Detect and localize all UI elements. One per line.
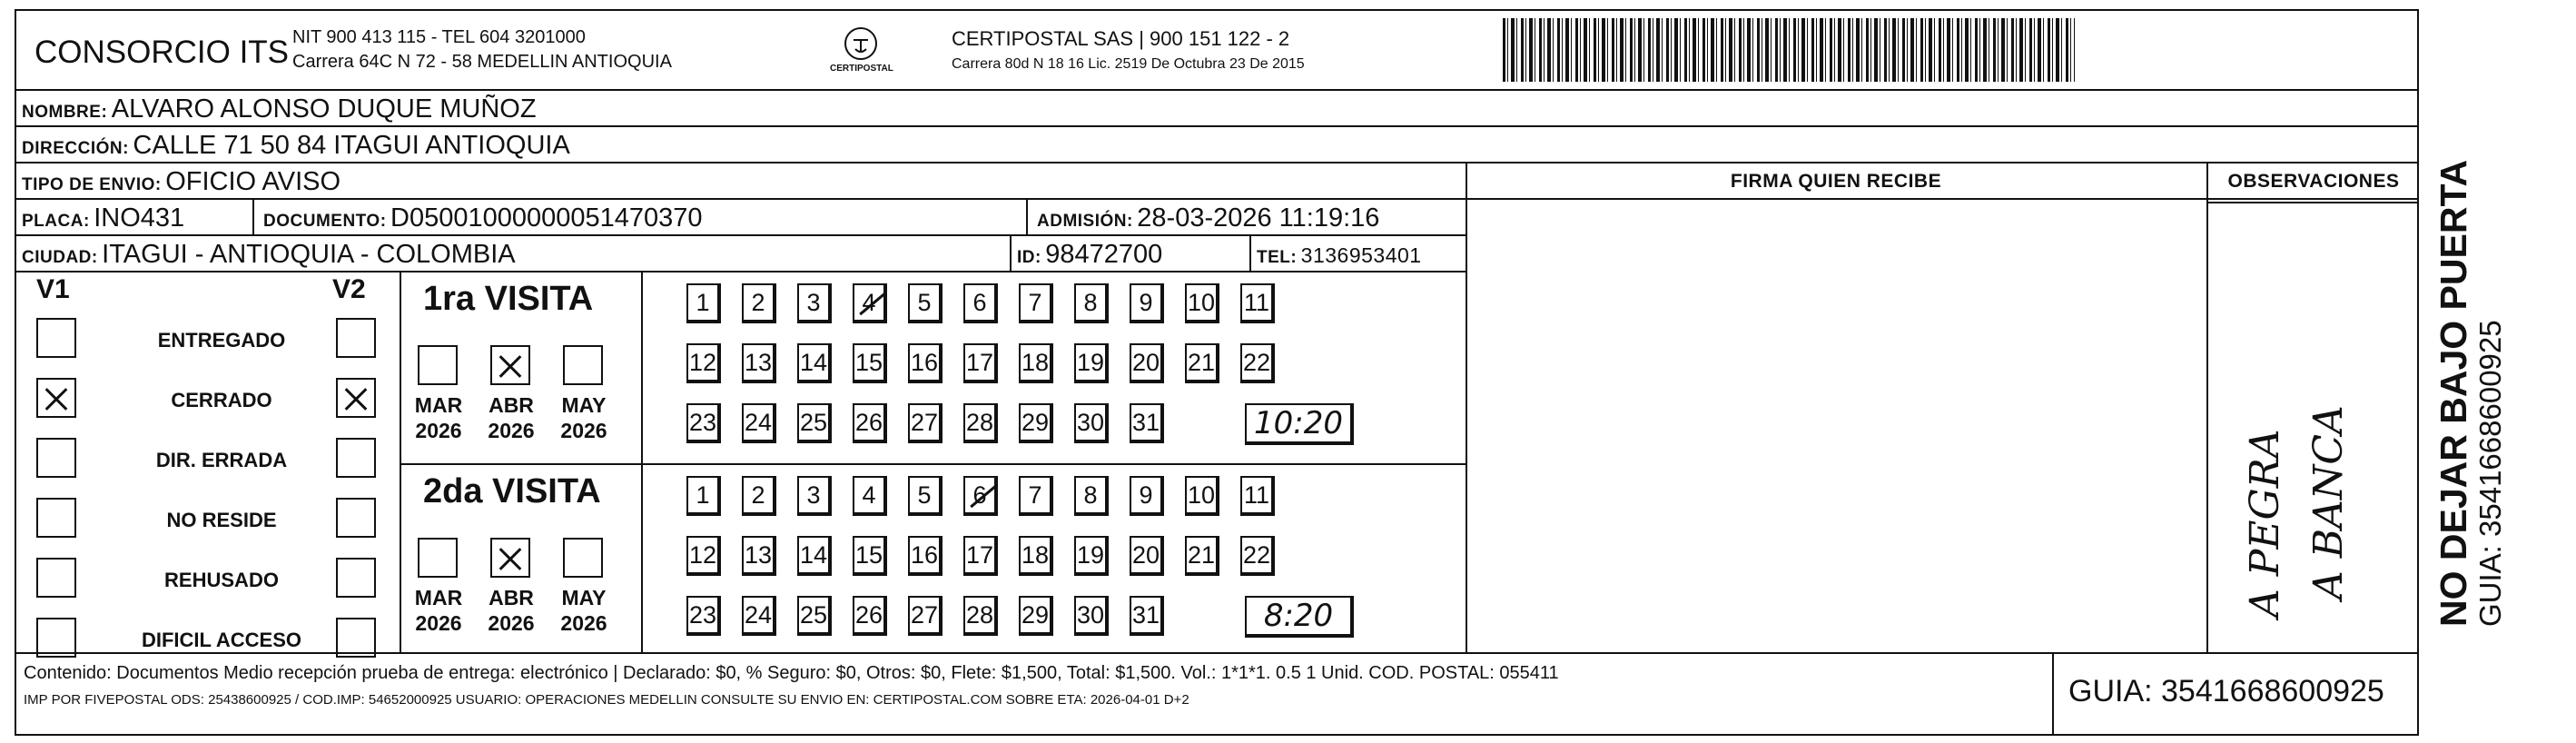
company-name: CONSORCIO ITS xyxy=(35,35,290,70)
month-checkbox[interactable] xyxy=(418,538,458,578)
status-label: NO RESIDE xyxy=(166,509,277,531)
day-box[interactable]: 18 xyxy=(1019,343,1053,383)
month-checkbox[interactable] xyxy=(418,345,458,385)
rule xyxy=(2206,202,2419,203)
status-v2-checkbox[interactable] xyxy=(336,438,376,478)
observaciones-header: OBSERVACIONES xyxy=(2227,171,2400,192)
admision-value: 28-03-2026 11:19:16 xyxy=(1137,203,1380,233)
tipo-row xyxy=(22,167,341,197)
month-name: MAR xyxy=(414,393,463,417)
day-box[interactable]: 4 xyxy=(853,283,887,323)
v2-header: V2 xyxy=(332,274,366,304)
day-box[interactable]: 4 xyxy=(853,476,887,516)
day-box[interactable]: 9 xyxy=(1130,283,1164,323)
tel-row xyxy=(1257,243,1422,268)
visit-title: 1ra VISITA xyxy=(423,280,594,318)
visit-time[interactable]: 8:20 xyxy=(1245,596,1354,638)
status-label: ENTREGADO xyxy=(157,329,286,352)
day-box[interactable]: 10 xyxy=(1185,283,1219,323)
rule xyxy=(641,271,643,652)
month-year: 2026 xyxy=(488,419,535,442)
day-box[interactable]: 24 xyxy=(742,403,776,443)
day-box[interactable]: 13 xyxy=(742,536,776,576)
company-line2: Carrera 64C N 72 - 58 MEDELLIN ANTIOQUIA xyxy=(292,52,672,72)
placa-value: INO431 xyxy=(94,203,185,233)
day-box[interactable]: 28 xyxy=(963,596,998,636)
day-box[interactable]: 12 xyxy=(686,536,721,576)
footer-guia: GUIA: 3541668600925 xyxy=(2068,674,2384,708)
side-text xyxy=(2433,160,2508,627)
rule xyxy=(400,271,401,652)
day-box[interactable]: 6 xyxy=(963,283,998,323)
rule xyxy=(15,198,2419,200)
month-name: MAY xyxy=(561,393,607,417)
day-box[interactable]: 16 xyxy=(908,343,943,383)
documento-row xyxy=(263,203,703,233)
admision-label: ADMISIÓN: xyxy=(1037,212,1133,231)
day-box[interactable]: 11 xyxy=(1240,476,1275,516)
day-box[interactable]: 14 xyxy=(797,536,832,576)
month-label xyxy=(479,392,543,443)
company-line1: NIT 900 413 115 - TEL 604 3201000 xyxy=(292,27,586,47)
day-box[interactable]: 15 xyxy=(853,536,887,576)
month-year: 2026 xyxy=(488,611,535,635)
footer-line2: IMP POR FIVEPOSTAL ODS: 25438600925 / COD.IMP: 54652000925 USUARIO: OPERACIONES MEDELLIN CONSULTE SU ENVIO EN: CERTIPOSTAL.COM SOBRE ETA: 2026-04-01 D+2 xyxy=(24,692,1189,708)
day-box[interactable]: 14 xyxy=(797,343,832,383)
rule xyxy=(1466,162,1467,652)
day-box[interactable]: 11 xyxy=(1240,283,1275,323)
day-box[interactable]: 2 xyxy=(742,283,776,323)
day-box[interactable]: 29 xyxy=(1019,403,1053,443)
month-year: 2026 xyxy=(560,419,607,442)
day-box[interactable]: 15 xyxy=(853,343,887,383)
day-box[interactable]: 19 xyxy=(1074,536,1109,576)
id-row xyxy=(1017,240,1162,270)
day-box[interactable]: 17 xyxy=(963,536,998,576)
tel-label: TEL: xyxy=(1257,248,1298,267)
direccion-label: DIRECCIÓN: xyxy=(22,139,129,158)
status-label: REHUSADO xyxy=(164,569,279,591)
tipo-value: OFICIO AVISO xyxy=(165,167,341,196)
day-box[interactable]: 25 xyxy=(797,403,832,443)
rule xyxy=(15,162,2419,163)
month-label xyxy=(552,585,616,636)
status-v1-checkbox[interactable] xyxy=(36,318,76,358)
rule xyxy=(1010,234,1012,271)
day-box[interactable]: 7 xyxy=(1019,283,1053,323)
status-v1-checkbox[interactable] xyxy=(36,558,76,598)
carrier-line2: Carrera 80d N 18 16 Lic. 2519 De Octubra 23 De 2015 xyxy=(952,56,1305,72)
month-label xyxy=(407,585,470,636)
day-box[interactable]: 21 xyxy=(1185,343,1219,383)
month-checkbox[interactable] xyxy=(563,538,603,578)
day-box[interactable]: 8 xyxy=(1074,283,1109,323)
id-label: ID: xyxy=(1017,248,1041,267)
status-v2-checkbox[interactable] xyxy=(336,318,376,358)
day-box[interactable]: 10 xyxy=(1185,476,1219,516)
visit-title: 2da VISITA xyxy=(423,472,601,510)
rule xyxy=(400,463,1466,465)
documento-label: DOCUMENTO: xyxy=(263,212,387,231)
day-box[interactable]: 30 xyxy=(1074,403,1109,443)
id-value: 98472700 xyxy=(1045,240,1163,269)
status-v2-checkbox[interactable] xyxy=(336,618,376,658)
day-box[interactable]: 5 xyxy=(908,283,943,323)
day-box[interactable]: 13 xyxy=(742,343,776,383)
nombre-row xyxy=(22,94,537,124)
day-box[interactable]: 27 xyxy=(908,403,943,443)
month-name: MAR xyxy=(414,586,463,609)
tipo-label: TIPO DE ENVIO: xyxy=(22,175,162,194)
side-line1: NO DEJAR BAJO PUERTA xyxy=(2433,159,2474,627)
rule xyxy=(1249,234,1251,271)
day-box[interactable]: 5 xyxy=(908,476,943,516)
logo-text: CERTIPOSTAL xyxy=(830,64,893,74)
placa-label: PLACA: xyxy=(22,212,90,231)
day-box[interactable]: 19 xyxy=(1074,343,1109,383)
month-name: ABR xyxy=(489,586,534,609)
month-checkbox[interactable] xyxy=(490,345,530,385)
status-v2-checkbox[interactable] xyxy=(336,378,376,418)
month-year: 2026 xyxy=(415,611,462,635)
day-box[interactable]: 1 xyxy=(686,476,721,516)
day-box[interactable]: 28 xyxy=(963,403,998,443)
month-year: 2026 xyxy=(415,419,462,442)
rule xyxy=(15,234,1466,236)
footer-line1: Contenido: Documentos Medio recepción prueba de entrega: electrónico | Declarado: $0, % Seguro: $0, Otros: $0, Flete: $1,500, Total: $1,500. Vol.: 1*1*1. 0.5 1 Unid. COD. POSTAL: 055411 xyxy=(24,663,1559,683)
status-label: CERRADO xyxy=(171,389,272,411)
status-v1-checkbox[interactable] xyxy=(36,378,76,418)
day-box[interactable]: 26 xyxy=(853,403,887,443)
barcode xyxy=(1503,18,2075,82)
status-v1-checkbox[interactable] xyxy=(36,618,76,658)
obs-line-1: A PEGRA xyxy=(2242,429,2288,618)
status-v1-checkbox[interactable] xyxy=(36,438,76,478)
day-box[interactable]: 24 xyxy=(742,596,776,636)
nombre-label: NOMBRE: xyxy=(22,103,108,122)
day-box[interactable]: 26 xyxy=(853,596,887,636)
day-box[interactable]: 6 xyxy=(963,476,998,516)
day-box[interactable]: 22 xyxy=(1240,536,1275,576)
month-label xyxy=(479,585,543,636)
status-label: DIR. ERRADA xyxy=(155,449,288,471)
day-box[interactable]: 27 xyxy=(908,596,943,636)
day-box[interactable]: 3 xyxy=(797,476,832,516)
day-box[interactable]: 30 xyxy=(1074,596,1109,636)
nombre-value: ALVARO ALONSO DUQUE MUÑOZ xyxy=(111,94,537,124)
tel-value: 3136953401 xyxy=(1300,243,1422,267)
day-box[interactable]: 16 xyxy=(908,536,943,576)
day-box[interactable]: 20 xyxy=(1130,536,1164,576)
status-v2-checkbox[interactable] xyxy=(336,498,376,538)
day-box[interactable]: 8 xyxy=(1074,476,1109,516)
day-box[interactable]: 7 xyxy=(1019,476,1053,516)
month-label xyxy=(407,392,470,443)
day-box[interactable]: 23 xyxy=(686,403,721,443)
status-v1-checkbox[interactable] xyxy=(36,498,76,538)
month-checkbox[interactable] xyxy=(490,538,530,578)
day-box[interactable]: 3 xyxy=(797,283,832,323)
status-label: DIFICIL ACCESO xyxy=(141,629,301,651)
month-name: ABR xyxy=(489,393,534,417)
day-box[interactable]: 17 xyxy=(963,343,998,383)
rule xyxy=(15,271,1466,272)
month-year: 2026 xyxy=(560,611,607,635)
placa-row xyxy=(22,203,184,233)
admision-row xyxy=(1037,203,1379,233)
day-box[interactable]: 22 xyxy=(1240,343,1275,383)
direccion-value: CALLE 71 50 84 ITAGUI ANTIOQUIA xyxy=(133,131,570,160)
rule xyxy=(2206,162,2208,652)
rule xyxy=(252,198,254,234)
ciudad-row xyxy=(22,240,516,270)
obs-line-2: A BANCA xyxy=(2305,405,2352,599)
rule xyxy=(15,89,2419,91)
month-name: MAY xyxy=(561,586,607,609)
visit-time[interactable]: 10:20 xyxy=(1245,403,1354,445)
signature-area[interactable] xyxy=(1469,202,2203,649)
day-box[interactable]: 31 xyxy=(1130,596,1164,636)
day-box[interactable]: 2 xyxy=(742,476,776,516)
rule xyxy=(15,125,2419,127)
day-box[interactable]: 20 xyxy=(1130,343,1164,383)
certipostal-logo xyxy=(830,24,893,87)
day-box[interactable]: 12 xyxy=(686,343,721,383)
day-box[interactable]: 23 xyxy=(686,596,721,636)
day-box[interactable]: 1 xyxy=(686,283,721,323)
month-label xyxy=(552,392,616,443)
v1-header: V1 xyxy=(36,274,70,304)
day-box[interactable]: 9 xyxy=(1130,476,1164,516)
rule xyxy=(2052,652,2054,736)
carrier-line1: CERTIPOSTAL SAS | 900 151 122 - 2 xyxy=(952,27,1290,50)
direccion-row xyxy=(22,131,570,161)
day-box[interactable]: 18 xyxy=(1019,536,1053,576)
day-box[interactable]: 21 xyxy=(1185,536,1219,576)
ciudad-value: ITAGUI - ANTIOQUIA - COLOMBIA xyxy=(102,240,516,269)
rule xyxy=(1026,198,1028,234)
logo-icon xyxy=(834,24,888,87)
day-box[interactable]: 31 xyxy=(1130,403,1164,443)
firma-header: FIRMA QUIEN RECIBE xyxy=(1730,171,1942,192)
ciudad-label: CIUDAD: xyxy=(22,248,98,267)
observaciones-handwriting xyxy=(2234,405,2361,618)
status-v2-checkbox[interactable] xyxy=(336,558,376,598)
day-box[interactable]: 25 xyxy=(797,596,832,636)
month-checkbox[interactable] xyxy=(563,345,603,385)
day-box[interactable]: 29 xyxy=(1019,596,1053,636)
documento-value: D05001000000051470370 xyxy=(390,203,703,233)
side-line2: GUIA: 3541668600925 xyxy=(2473,320,2507,627)
